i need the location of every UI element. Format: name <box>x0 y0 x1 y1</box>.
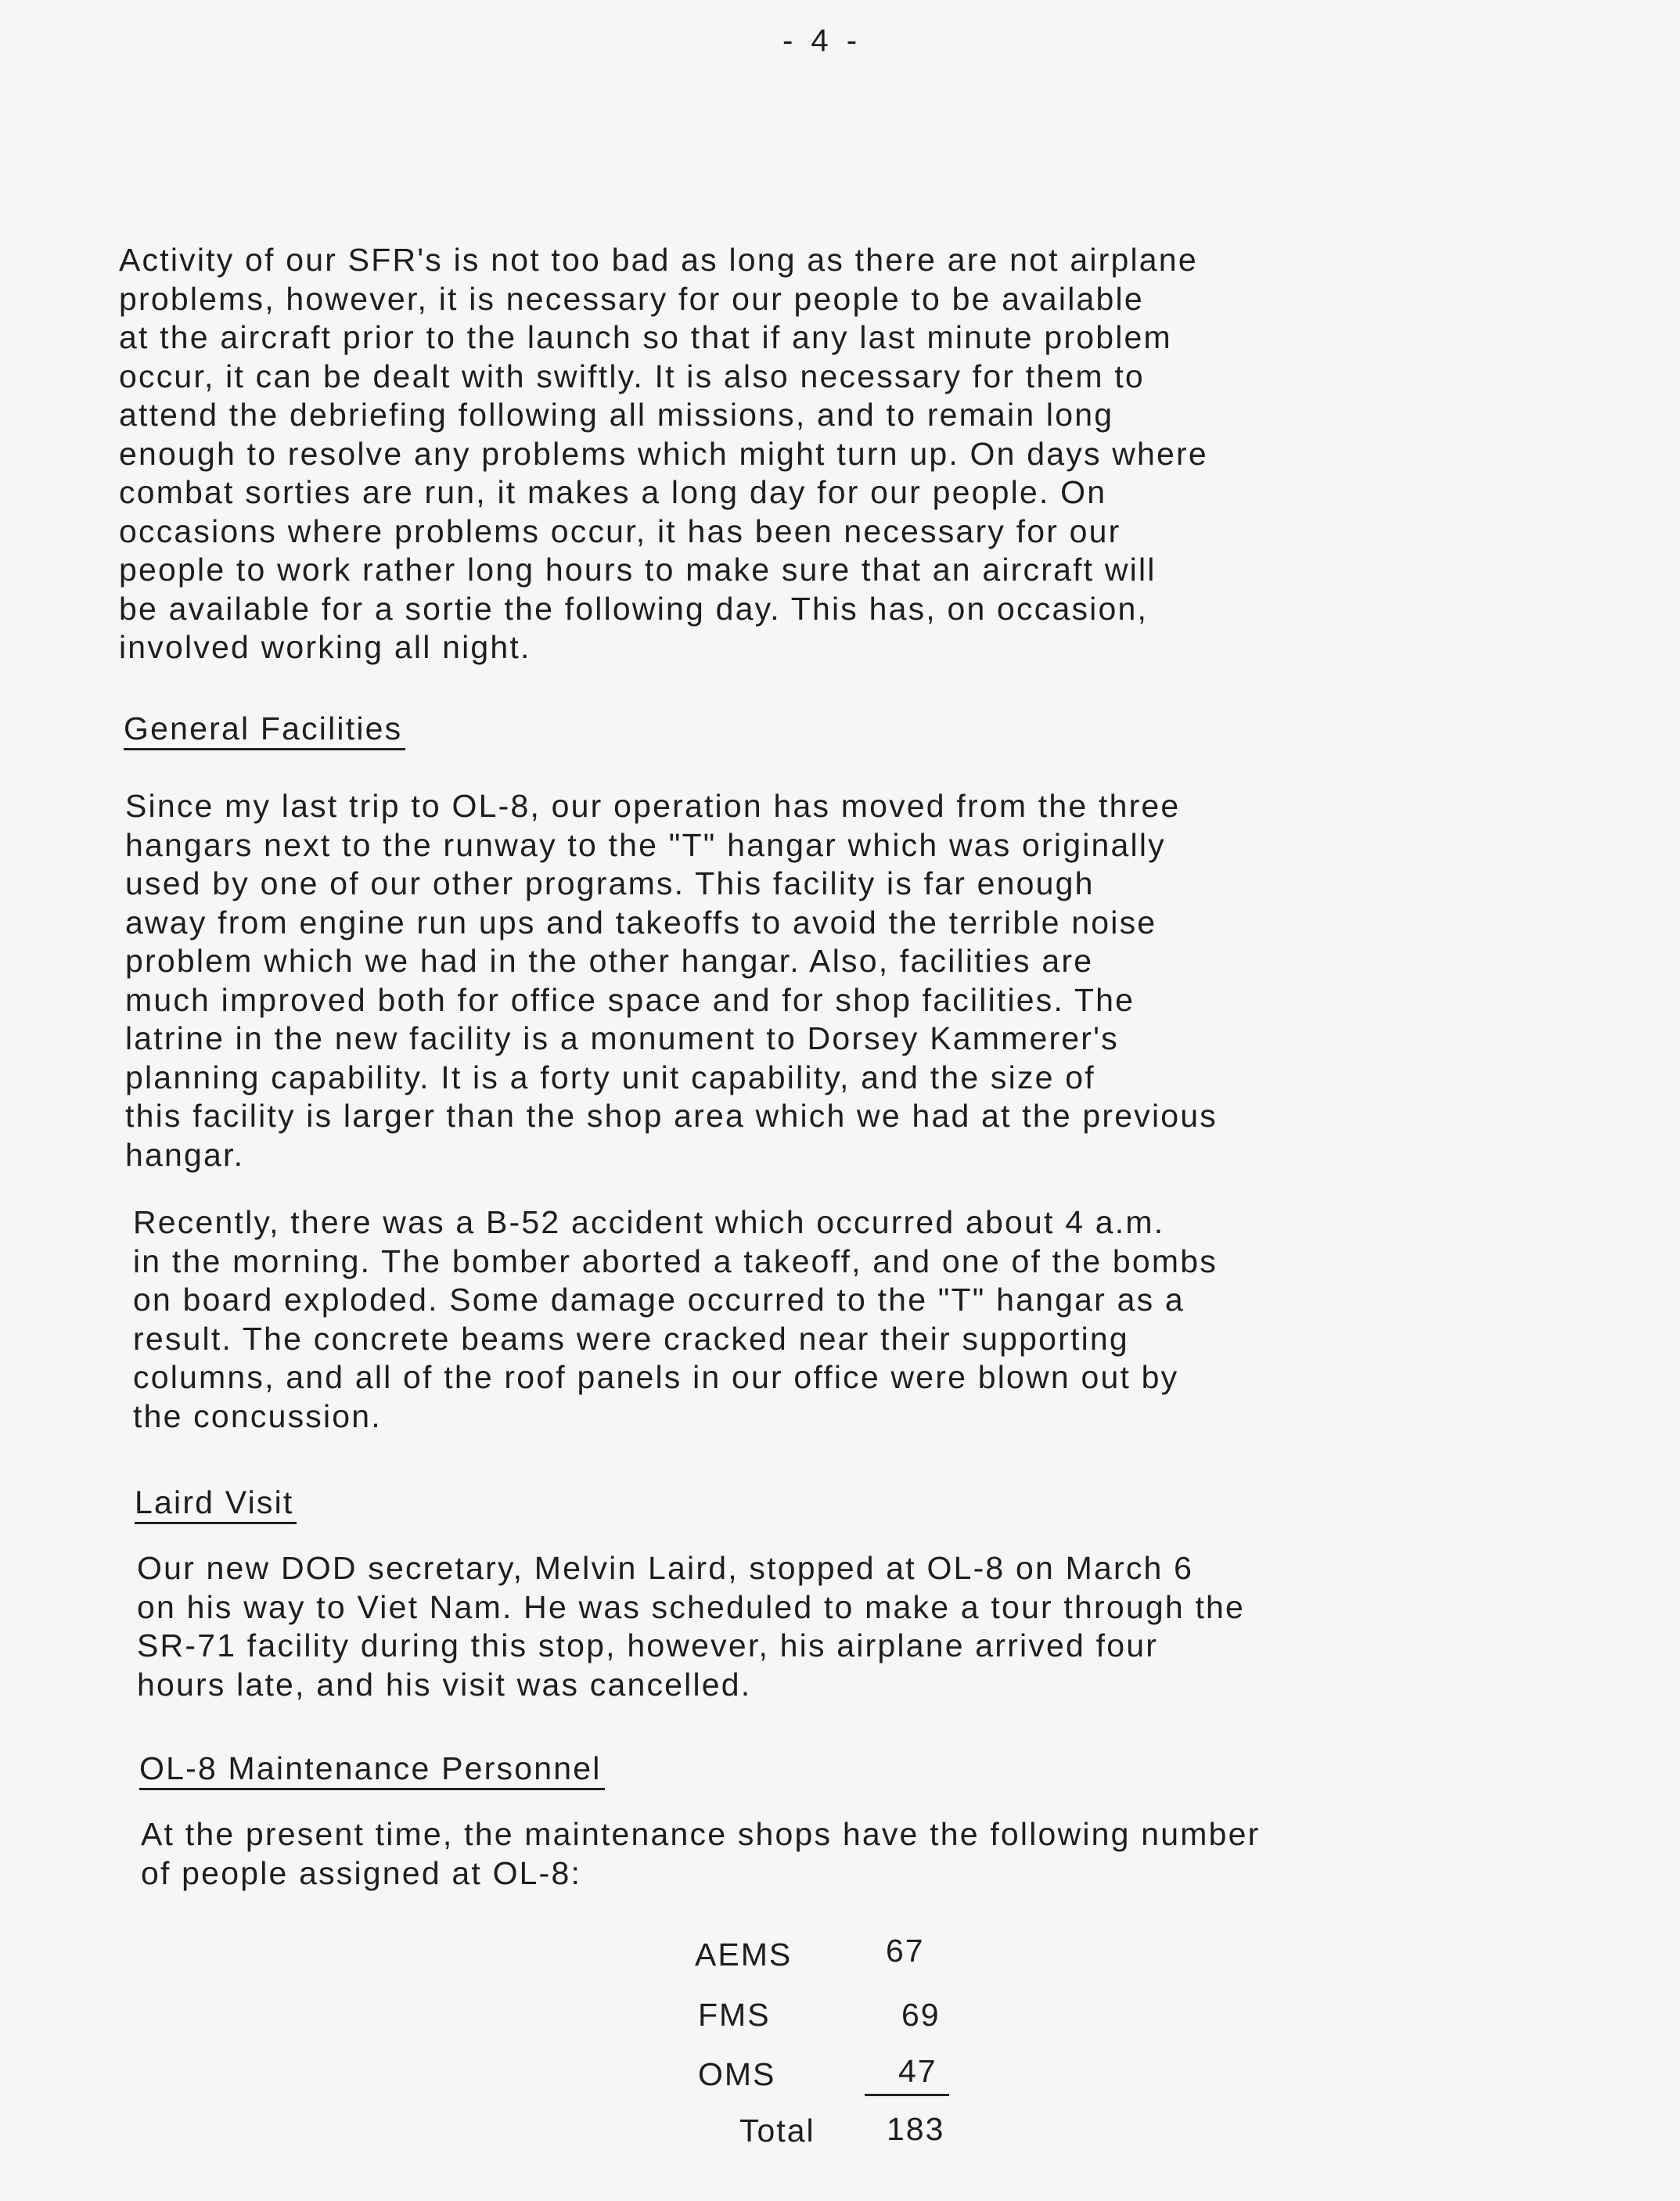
heading-laird-visit: Laird Visit <box>135 1483 297 1524</box>
text-line: SR-71 facility during this stop, however, his airplane arrived four <box>137 1627 1159 1663</box>
text-line: occasions where problems occur, it has been necessary for our <box>119 512 1121 549</box>
text-line: columns, and all of the roof panels in our office were blown out by <box>133 1359 1179 1395</box>
text-line: hangar. <box>125 1136 245 1173</box>
text-line: problems, however, it is necessary for our people to be available <box>119 280 1144 317</box>
text-line: involved working all night. <box>119 629 531 665</box>
text-line: hangars next to the runway to the "T" hangar which was originally <box>125 826 1166 863</box>
table-cell-count <box>901 1997 941 2034</box>
paragraph-personnel-intro <box>141 1815 1260 1893</box>
text-line: occur, it can be dealt with swiftly. It is also necessary for them to <box>119 358 1145 394</box>
total-divider <box>865 2094 949 2096</box>
text-line: on board exploded. Some damage occurred to the "T" hangar as a <box>133 1282 1185 1318</box>
text-line: at the aircraft prior to the launch so that if any last minute problem <box>119 319 1172 355</box>
paragraph-general-facilities <box>125 787 1218 1174</box>
shop-count: 47 <box>898 2053 937 2089</box>
text-line: Activity of our SFR's is not too bad as long as there are not airplane <box>119 242 1198 278</box>
text-line: planning capability. It is a forty unit capability, and the size of <box>125 1059 1095 1095</box>
paragraph-laird-visit <box>137 1549 1245 1704</box>
heading-general-facilities: General Facilities <box>124 709 405 750</box>
text-line: combat sorties are run, it makes a long day for our people. On <box>119 474 1107 510</box>
table-cell-count <box>898 2053 937 2090</box>
text-line: Our new DOD secretary, Melvin Laird, stopped at OL-8 on March 6 <box>137 1550 1194 1586</box>
text-line: of people assigned at OL-8: <box>141 1854 582 1891</box>
text-line: enough to resolve any problems which might turn up. On days where <box>119 435 1208 472</box>
text-line: on his way to Viet Nam. He was scheduled to make a tour through the <box>137 1588 1246 1625</box>
heading-maintenance-personnel: OL-8 Maintenance Personnel <box>139 1749 605 1790</box>
table-row <box>698 1997 771 2034</box>
table-cell-count <box>886 1933 925 1969</box>
shop-name: AEMS <box>695 1937 793 1973</box>
text-line: attend the debriefing following all missions, and to remain long <box>119 397 1114 433</box>
text-line: At the present time, the maintenance shops have the following number <box>141 1816 1261 1852</box>
text-line: hours late, and his visit was cancelled. <box>137 1666 752 1703</box>
shop-count: 67 <box>886 1933 925 1969</box>
text-line: problem which we had in the other hangar. Also, facilities are <box>125 943 1094 979</box>
table-row <box>695 1937 792 1973</box>
text-line: much improved both for office space and for shop facilities. The <box>125 981 1135 1018</box>
text-line: be available for a sortie the following day. This has, on occasion, <box>119 590 1149 627</box>
text-line: away from engine run ups and takeoffs to avoid the terrible noise <box>125 904 1157 940</box>
shop-count: 69 <box>901 1997 941 2033</box>
text-line: Since my last trip to OL-8, our operation has moved from the three <box>125 788 1181 824</box>
text-line: in the morning. The bomber aborted a takeoff, and one of the bombs <box>133 1243 1218 1279</box>
paragraph-sfr-activity <box>119 241 1208 667</box>
total-label: Total <box>739 2113 815 2149</box>
text-line: latrine in the new facility is a monument to Dorsey Kammerer's <box>125 1020 1119 1056</box>
shop-name: OMS <box>698 2056 776 2092</box>
table-row <box>698 2056 775 2093</box>
shop-name: FMS <box>698 1997 771 2033</box>
total-value: 183 <box>887 2111 945 2147</box>
text-line: people to work rather long hours to make sure that an aircraft will <box>119 552 1157 588</box>
text-line: the concussion. <box>133 1397 382 1434</box>
text-line: Recently, there was a B-52 accident which occurred about 4 a.m. <box>133 1204 1165 1240</box>
text-line: used by one of our other programs. This facility is far enough <box>125 865 1095 901</box>
paragraph-b52-accident <box>133 1203 1218 1436</box>
text-line: result. The concrete beams were cracked near their supporting <box>133 1320 1129 1357</box>
text-line: this facility is larger than the shop area which we had at the previous <box>125 1098 1218 1134</box>
page-number: - 4 - <box>782 23 862 58</box>
